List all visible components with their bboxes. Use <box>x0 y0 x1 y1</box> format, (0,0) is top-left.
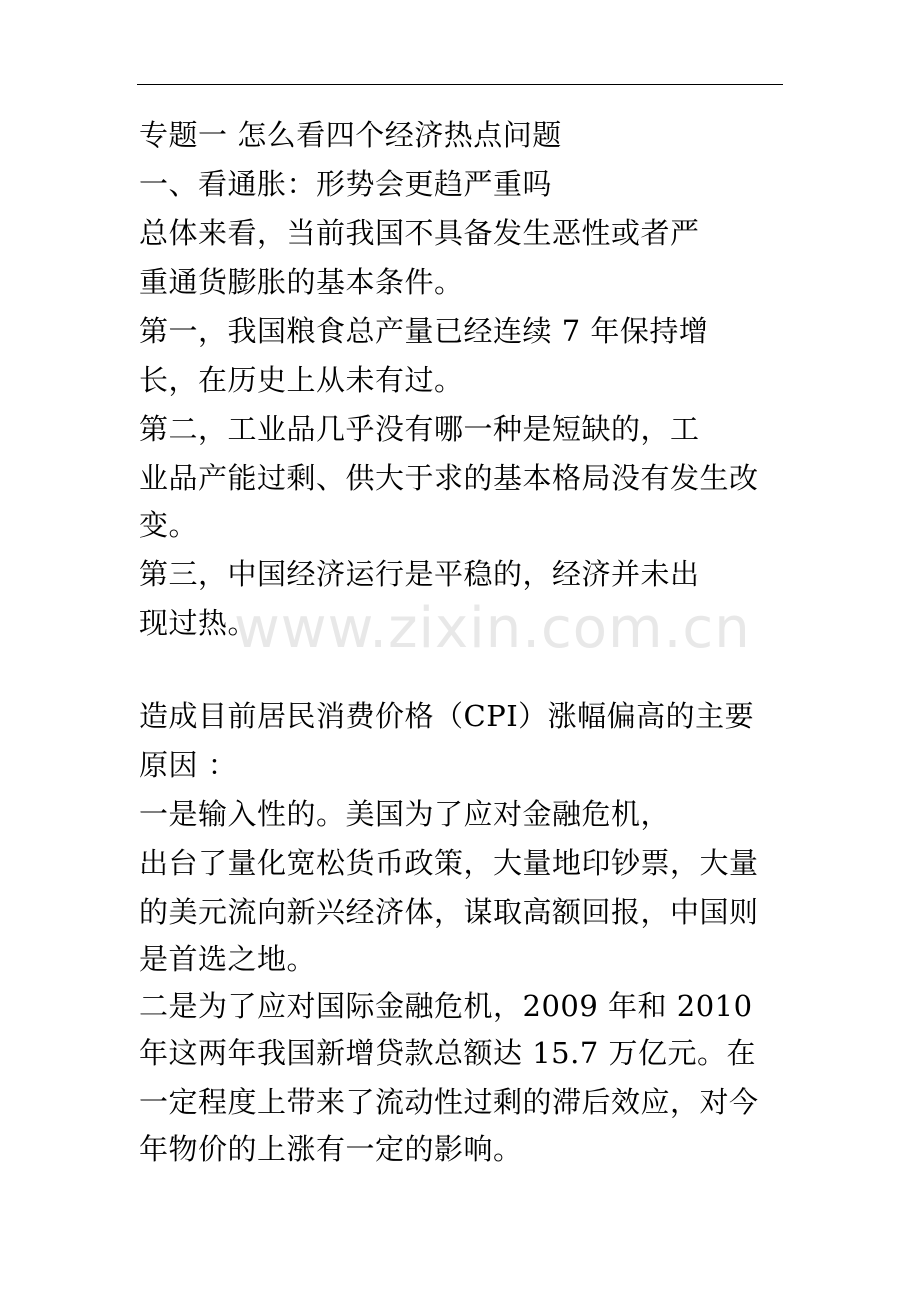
body-line: 重通货膨胀的基本条件。 <box>139 265 464 299</box>
body-line: 一是输入性的。美国为了应对金融危机， <box>139 797 671 831</box>
watermark: www.zixin.com.cn <box>234 596 751 661</box>
body-line: 原因 ： <box>139 748 238 782</box>
body-line: 二是为了应对国际金融危机，2009 年和 2010 <box>139 989 753 1023</box>
body-line: 第三，中国经济运行是平稳的，经济并未出 <box>139 557 700 591</box>
subsection-heading: 一、看通胀：形势会更趋严重吗 <box>139 167 553 201</box>
body-line: 年物价的上涨有一定的影响。 <box>139 1132 523 1166</box>
body-line: 业品产能过剩、供大于求的基本格局没有发生改 <box>139 461 759 495</box>
body-line: 出台了量化宽松货币政策，大量地印钞票，大量 <box>139 846 759 880</box>
body-line: 的美元流向新兴经济体，谋取高额回报，中国则 <box>139 895 759 929</box>
body-line: 第一，我国粮食总产量已经连续 7 年保持增 <box>139 314 709 348</box>
body-line: 一定程度上带来了流动性过剩的滞后效应，对今 <box>139 1085 759 1119</box>
header-rule <box>137 84 783 85</box>
body-line: 造成目前居民消费价格（CPI）涨幅偏高的主要 <box>139 699 755 733</box>
body-line: 变。 <box>139 508 199 542</box>
body-line: 总体来看，当前我国不具备发生恶性或者严 <box>139 216 700 250</box>
body-line: 是首选之地。 <box>139 942 317 976</box>
body-line: 现过热。 <box>139 606 258 640</box>
body-line: 第二，工业品几乎没有哪一种是短缺的，工 <box>139 412 700 446</box>
body-line: 长，在历史上从未有过。 <box>139 363 464 397</box>
section-title: 专题一 怎么看四个经济热点问题 <box>139 118 562 152</box>
body-line: 年这两年我国新增贷款总额达 15.7 万亿元。在 <box>139 1036 757 1070</box>
